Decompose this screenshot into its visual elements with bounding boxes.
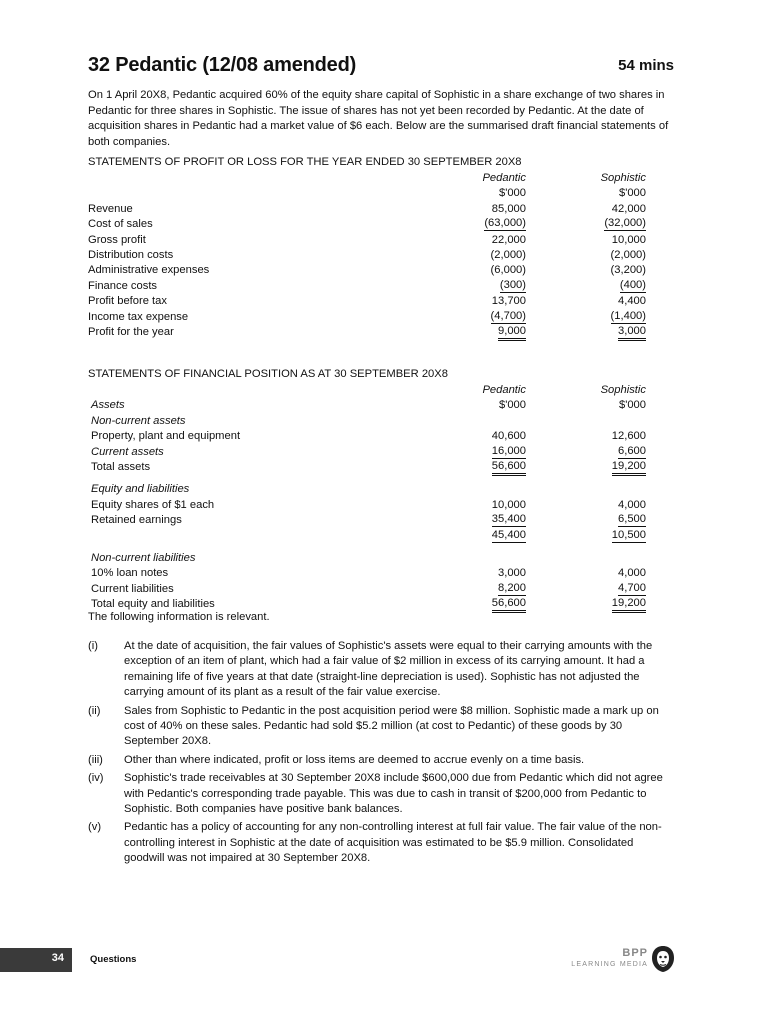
table-row (88, 566, 674, 581)
table-row (88, 310, 674, 325)
row-label: Gross profit (88, 233, 146, 246)
note-text: At the date of acquisition, the fair values of Sophistic's assets were equal to their carrying amounts with the exception of an item of plant, which had a fair value of $2 million in excess of its carrying amount. It had a remaining life of five years at that date (straight-line depreciation is used). Sophistic has not adjusted the carrying amount of its plant as a result of the fair value exercise. (124, 640, 653, 699)
table-row (88, 551, 674, 566)
table-row (88, 325, 674, 340)
row-value-sophistic: 6,500 (618, 513, 646, 526)
pl-unit-row (88, 186, 674, 201)
row-value-sophistic: (2,000) (610, 248, 646, 261)
row-label: Profit for the year (88, 325, 174, 338)
pl-heading: STATEMENTS OF PROFIT OR LOSS FOR THE YEAR ENDED 30 SEPTEMBER 20X8 (88, 156, 522, 168)
row-value-pedantic: 16,000 (491, 444, 526, 457)
table-row (88, 248, 674, 263)
pl-table (88, 171, 674, 340)
row-value-sophistic: 4,000 (618, 498, 646, 511)
question-title: 32 Pedantic (12/08 amended) (88, 54, 357, 76)
table-row (88, 294, 674, 309)
row-label: Current assets (91, 445, 164, 458)
table-row (88, 217, 674, 232)
row-label: Finance costs (88, 279, 158, 292)
nca-heading: Non-current assets (91, 414, 186, 427)
table-row (88, 498, 674, 513)
list-item (88, 820, 674, 866)
row-value-sophistic: 42,000 (611, 202, 646, 215)
row-value-pedantic: (300) (499, 278, 526, 291)
table-row (88, 233, 674, 248)
table-row (88, 279, 674, 294)
row-label: Equity shares of $1 each (91, 498, 215, 511)
sfp-col1-header: Pedantic (482, 384, 526, 396)
note-text: Sophistic's trade receivables at 30 September 20X8 include $600,000 due from Pedantic which did not agree with Pedantic's corresponding trade payable. This was due to cash in transit of $200,000 from Pedantic to Sophistic. Both companies have positive bank balances. (124, 772, 663, 816)
note-text: Other than where indicated, profit or loss items are deemed to accrue evenly on a time basis. (124, 753, 585, 766)
pl-unit2: $'000 (618, 187, 646, 200)
row-label: Income tax expense (88, 310, 189, 323)
logo-subtitle: LEARNING MEDIA (571, 961, 648, 968)
row-label: Profit before tax (88, 295, 167, 308)
lion-head-icon (650, 945, 676, 973)
table-row (88, 582, 674, 597)
row-value-sophistic: 19,200 (612, 597, 646, 613)
list-item (88, 639, 674, 701)
note-text: Pedantic has a policy of accounting for any non-controlling interest at full fair value. The fair value of the non-controlling interest in Sophistic at the date of acquisition was estimated to be $5.9 million. Consolidated goodwill was not impaired at 30 September 20X8. (124, 821, 662, 865)
row-value-pedantic: 85,000 (491, 202, 526, 215)
notes-list (88, 639, 674, 870)
row-label: Revenue (88, 202, 133, 215)
pl-col2-header: Sophistic (600, 172, 646, 184)
pl-col-headers (88, 171, 674, 186)
row-value-pedantic: (2,000) (490, 248, 526, 261)
row-value-pedantic: 13,700 (491, 295, 526, 308)
sfp-unit1: $'000 (498, 399, 526, 412)
row-value-pedantic: 40,600 (491, 430, 526, 443)
table-row (88, 482, 674, 497)
row-label: Administrative expenses (88, 264, 210, 277)
table-row (88, 445, 674, 460)
row-value-sophistic: 19,200 (612, 460, 646, 476)
sfp-col-headers (88, 383, 674, 398)
row-value-pedantic: (63,000) (484, 217, 526, 230)
row-label: 10% loan notes (91, 567, 169, 580)
sfp-col2-header: Sophistic (600, 384, 646, 396)
row-value-pedantic: 22,000 (491, 233, 526, 246)
row-value-pedantic: 35,400 (491, 513, 526, 526)
list-item (88, 771, 674, 817)
logo-brand: BPP (622, 947, 648, 959)
row-value-sophistic: (3,200) (610, 264, 646, 277)
row-value-pedantic: 10,000 (491, 498, 526, 511)
row-value-sophistic: 4,000 (618, 567, 646, 580)
table-row (88, 414, 674, 429)
pl-col1-header: Pedantic (482, 172, 526, 184)
page-number-bar (0, 948, 72, 972)
table-row (88, 202, 674, 217)
row-value-sophistic: 4,400 (618, 295, 646, 308)
pl-unit1: $'000 (498, 187, 526, 200)
note-number: (i) (88, 640, 98, 652)
row-label: Total equity and liabilities (91, 598, 215, 611)
row-value-pedantic: (6,000) (490, 264, 526, 277)
row-label: Total assets (91, 460, 151, 473)
table-row (88, 263, 674, 278)
assets-heading: Assets (91, 399, 125, 412)
sfp-unit-row (88, 398, 674, 413)
row-value-sophistic: (32,000) (604, 217, 646, 230)
row-value-sophistic: 12,600 (611, 430, 646, 443)
row-label: Retained earnings (91, 514, 182, 527)
row-label: Current liabilities (91, 582, 174, 595)
note-number: (iii) (88, 753, 103, 766)
row-value-pedantic: 8,200 (498, 581, 526, 594)
ncl-heading: Non-current liabilities (91, 551, 196, 564)
note-number: (iv) (88, 772, 104, 785)
row-value-sophistic: 3,000 (618, 325, 646, 341)
title-row (88, 54, 674, 82)
sfp-heading: STATEMENTS OF FINANCIAL POSITION AS AT 30 SEPTEMBER 20X8 (88, 368, 448, 380)
row-label: Property, plant and equipment (91, 430, 241, 443)
info-line: The following information is relevant. (88, 611, 270, 623)
row-value-sophistic: 10,000 (611, 233, 646, 246)
eql-heading: Equity and liabilities (91, 483, 190, 496)
row-value-sophistic: (400) (619, 278, 646, 291)
row-value-pedantic: 56,600 (492, 460, 526, 476)
intro-paragraph: On 1 April 20X8, Pedantic acquired 60% of the equity share capital of Sophistic in a share exchange of two shares in Pedantic for three shares in Sophistic. The issue of shares has not yet been recorded by Pedantic. At the date of acquisition shares in Pedantic had a market value of $6 each. Below are the summarised draft financial statements of both companies. (88, 89, 669, 148)
row-value-sophistic: 6,600 (618, 444, 646, 457)
row-value-pedantic: (4,700) (490, 309, 526, 322)
row-value-sophistic: (1,400) (610, 309, 646, 322)
table-row (88, 429, 674, 444)
row-value-pedantic: 9,000 (498, 325, 526, 341)
table-row (88, 513, 674, 528)
list-item (88, 704, 674, 750)
subtotal-sophistic: 10,500 (611, 528, 646, 541)
row-label: Distribution costs (88, 248, 174, 261)
spacer (88, 544, 674, 551)
sfp-table (88, 383, 674, 612)
page-number: 34 (51, 952, 64, 964)
row-label: Cost of sales (88, 218, 153, 231)
question-time: 54 mins (618, 57, 674, 74)
sfp-unit2: $'000 (618, 399, 646, 412)
footer-section-label: Questions (90, 954, 137, 965)
note-number: (v) (88, 821, 102, 834)
note-number: (ii) (88, 704, 101, 717)
spacer (88, 475, 674, 482)
table-row (88, 460, 674, 475)
row-value-pedantic: 56,600 (492, 597, 526, 613)
table-row (88, 529, 674, 544)
note-text: Sales from Sophistic to Pedantic in the post acquisition period were $8 million. Sophistic made a mark up on cost of 40% on these sales. Pedantic had sold $5.2 million (at cost to Pedantic) of these goods by 30 September 20X8. (124, 704, 659, 748)
subtotal-pedantic: 45,400 (491, 528, 526, 541)
bpp-logo (571, 945, 678, 975)
row-value-pedantic: 3,000 (498, 567, 526, 580)
row-value-sophistic: 4,700 (618, 581, 646, 594)
list-item (88, 753, 674, 768)
